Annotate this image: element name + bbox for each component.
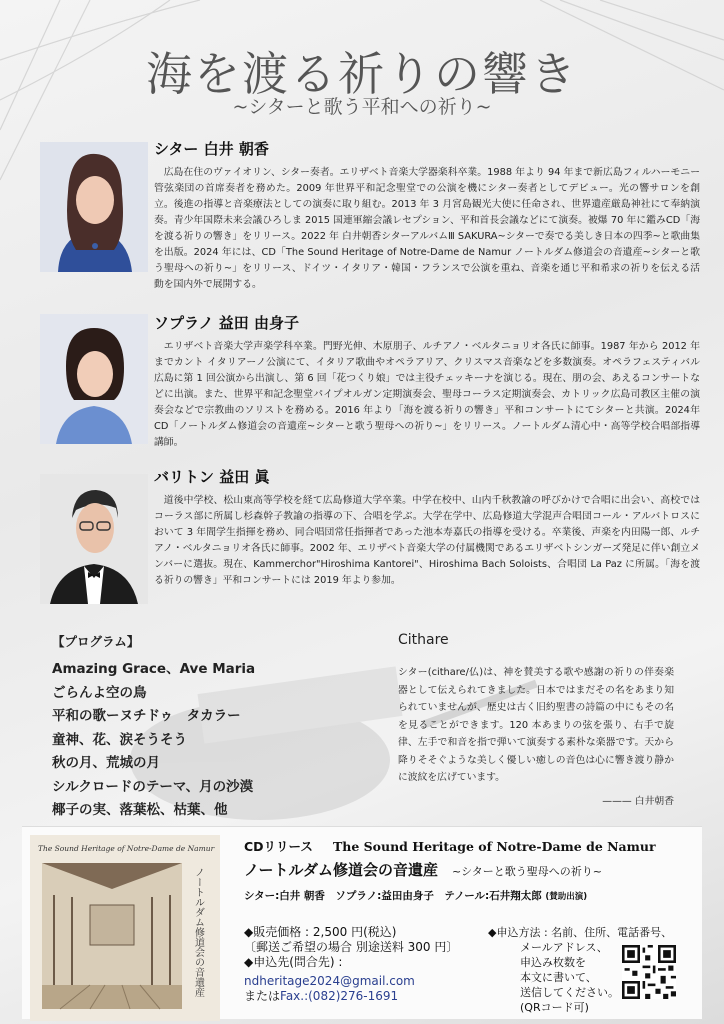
program-heading: 【プログラム】 (52, 634, 140, 649)
performer-photo-masuda-yumiko (40, 314, 148, 444)
cd-subtitle-jp: ~シターと歌う聖母への祈り~ (451, 865, 602, 878)
program-item: 椰子の実、落葉松、枯葉、他 (52, 802, 228, 818)
cd-apply-label: ◆申込方法 : 名前、住所、電話番号、 (488, 926, 673, 939)
program-item: Amazing Grace、Ave Maria (52, 661, 256, 677)
cd-release-title-en: The Sound Heritage of Notre-Dame de Namur (332, 839, 656, 854)
cd-guest-note: (賛助出演) (545, 892, 588, 902)
cithare-signature: ——— 白井朝香 (602, 795, 674, 807)
program-item: 童神、花、涙そうそう (52, 731, 187, 748)
cd-apply-line: (QRコード可) (520, 1001, 589, 1014)
performer-profile-masuda-makoto (40, 466, 700, 606)
program-item: ごらんよ空の鳥 (52, 684, 147, 701)
qr-code-icon[interactable] (622, 945, 676, 999)
cd-title-jp: ノートルダム修道会の音遺産 (244, 861, 438, 879)
cd-contact-label: ◆申込先(問合先) : (244, 955, 343, 969)
performer-name-masuda-makoto: バリトン 益田 眞 (154, 468, 270, 486)
cd-price: ◆販売価格 : 2,500 円(税込) (244, 925, 397, 939)
program-item: 秋の月、荒城の月 (52, 755, 160, 771)
cd-info (244, 837, 694, 1014)
cithare-section (398, 632, 674, 807)
cd-cover-image (30, 835, 220, 1021)
performer-photo-shirai (40, 142, 148, 272)
performer-name-masuda-yumiko: ソプラノ 益田 由身子 (154, 314, 299, 332)
cithare-heading: Cithare (398, 632, 449, 648)
cd-apply-line: メールアドレス、 (520, 941, 608, 954)
cithare-description: シター(cithare/仏)は、神を賛美する歌や感謝の祈りの伴奏楽器として伝えられてきました。日本ではまだその名をあまり知られていませんが、歴史は古く旧約聖書の詩篇の中にもその名を見ることができます。120 本あまりの弦を張り、右手で旋律、左手で和音を指で弾いて演奏する素朴な楽器です。天から降りそそぐような美しく優しい癒しの音色は心に響き渡り静かに波紋を広げています。 (398, 667, 674, 783)
cd-cover-side-title: ノートルダム修道会の音遺産 (192, 867, 204, 997)
performer-name-shirai: シター 白井 朝香 (154, 140, 269, 158)
cd-shipping-note: 〔郵送ご希望の場合 別途送料 300 円〕 (244, 940, 459, 954)
cd-fax-prefix: または (244, 989, 281, 1003)
program-section (52, 632, 352, 823)
cd-apply-line: 送信してください。 (520, 986, 619, 999)
cd-release-box (22, 826, 702, 1019)
performer-profile-masuda-yumiko (40, 312, 700, 462)
cd-cover-title: The Sound Heritage of Notre-Dame de Namur (38, 844, 215, 853)
performer-photo-masuda-makoto (40, 474, 148, 604)
cd-fax-number: Fax.:(082)276-1691 (280, 989, 399, 1003)
cd-apply-line: 申込み枚数を (520, 956, 586, 969)
page-subtitle: ~シターと歌う平和への祈り~ (232, 96, 492, 118)
cd-performers: シター:白井 朝香 ソプラノ:益田由身子 テノール:石井翔太郎 (244, 890, 542, 902)
cd-email-link[interactable]: ndheritage2024@gmail.com (244, 974, 415, 988)
performer-bio-masuda-makoto: 道後中学校、松山東高等学校を経て広島修道大学卒業。中学在校中、山内千秋教諭の呼びかけで合唱に出会い、高校ではコーラス部に所属し杉森幹子教諭の指導の下、合唱を学ぶ。大学在学中、広島修道大学混声合唱団コール・アルバトロスにおいて 3 年間学生指揮を務め、同合唱団常任指揮者であった池本寿嘉氏の指導を受ける。卒業後、声楽を内田陽一郎、ルチアノ・ベルタニョリオ各氏に師事。2002 年、エリザベト音楽大学の付属機関であるエリザベトシンガーズ発足に伴い創立メンバーに選抜。現在、Kammerchor"Hiroshima Kantorei"、Hiroshima Bach Soloists、合唱団 La Paz に所属。「海を渡る祈りの響き」平和コンサートには 2019 年より参加。 (154, 495, 700, 586)
program-item: 平和の歌ーヌチドゥ タカラー (52, 708, 241, 724)
cd-apply-line: 本文に書いて、 (520, 971, 597, 984)
performer-bio-masuda-yumiko: エリザベト音楽大学声楽学科卒業。門野光伸、木原朋子、ルチアノ・ベルタニョリオ各氏に師事。1987 年から 2012 年までカント イタリアーノ公演にて、イタリア歌曲やオペラアリア、クリスマス音楽などを多数演奏。オペラフェスティバル広島に第 1 回公演から出演し、第 6 回「花つくり娘」では主役チェッキーナを演じる。現在、朋の会、あえるコンサートなどに出演。また、世界平和記念聖堂パイプオルガン定期演奏会、聖母コーラス定期演奏会、カトリック広島司教区主催の演奏会などで宗教曲のソリストを務める。2016 年より「海を渡る祈りの響き」平和コンサートにてシターと共演。2024年CD「ノートルダム修道会の音遺産~シターと歌う聖母への祈り~」をリリース。ノートルダム清心中・高等学校合唱部指導講師。 (154, 341, 700, 448)
cd-release-label: CDリリース (244, 839, 313, 854)
program-item: シルクロードのテーマ、月の沙漠 (52, 778, 254, 795)
performer-profile-shirai (40, 138, 700, 298)
page-title: 海を渡る祈りの響き (146, 47, 578, 101)
performer-bio-shirai: 広島在住のヴァイオリン、シター奏者。エリザベト音楽大学器楽科卒業。1988 年より 94 年まで新広島フィルハーモニー管弦楽団の首席奏者を務めた。2009 年世界平和記念聖堂での公演を機にシター奏者としてデビュー。光の響サロンを創立。後進の指導と音楽療法としての演奏に取り組む。2013 年 3 月宮島観光大使に任命され、世界遺産厳島神社にて奉納演奏。青少年国際未来会議ひろしま 2015 国連軍縮会議レセプション、平和首長会議などにて演奏。被爆 70 年に鑑みCD「海を渡る祈りの響き」をリリース。2022 年 白井朝香シターアルバムⅢ SAKURA~シターで奏でる美しき日本の四季~と歌曲集を出版。2024 年には、CD「The Sound Heritage of Notre-Dame de Namur ノートルダム修道会の音遺産~シターと歌う聖母への祈り~」をリリース、ドイツ・イタリア・韓国・フランスで公演を重ね、音楽を通じ平和希求の祈りを伝える活動を国内外で展開する。 (154, 167, 700, 290)
